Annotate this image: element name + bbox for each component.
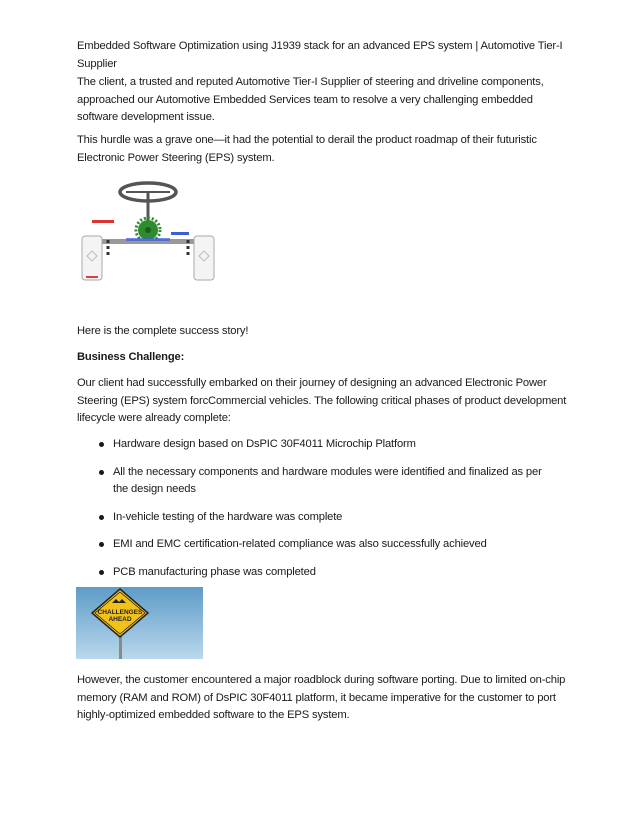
- list-item: Hardware design based on DsPIC 30F4011 Microchip Platform: [77, 436, 557, 454]
- success-story-line: Here is the complete success story!: [77, 325, 249, 337]
- list-item: PCB manufacturing phase was completed: [77, 564, 557, 582]
- sign-text-line1: CHALLENGES: [97, 609, 143, 616]
- list-item: In-vehicle testing of the hardware was complete: [77, 509, 557, 527]
- roadblock-paragraph: However, the customer encountered a major roadblock during software porting. Due to limited on-chip memory (RAM and ROM) of DsPIC 30F4011 platform, it became imperative for the customer to port highly-optimized embedded software to the EPS system.: [77, 674, 566, 721]
- intro-paragraph-2: This hurdle was a grave one—it had the potential to derail the product roadmap of their futuristic Electronic Power Steering (EPS) system.: [77, 134, 537, 164]
- bullet-icon: [99, 570, 104, 575]
- challenges-ahead-sign-image: [76, 587, 203, 659]
- list-item: EMI and EMC certification-related compliance was also successfully achieved: [77, 536, 557, 554]
- bullet-icon: [99, 470, 104, 475]
- eps-system-figure: [78, 178, 218, 286]
- list-item: All the necessary components and hardware modules were identified and finalized as per the design needs: [77, 464, 557, 499]
- document-title: Embedded Software Optimization using J1939 stack for an advanced EPS system | Automotive Tier-I Supplier: [77, 40, 563, 70]
- intro-paragraph-1: The client, a trusted and reputed Automotive Tier-I Supplier of steering and driveline components, approached our Automotive Embedded Services team to resolve a very challenging embedded software development issue.: [77, 76, 544, 123]
- bullet-icon: [99, 515, 104, 520]
- bullet-icon: [99, 542, 104, 547]
- bullet-icon: [99, 442, 104, 447]
- sign-text-line2: AHEAD: [108, 616, 132, 623]
- business-challenge-heading: Business Challenge:: [77, 351, 185, 363]
- phase-list: [77, 436, 557, 591]
- challenge-paragraph: Our client had successfully embarked on their journey of designing an advanced Electronic Power Steering (EPS) system forcCommercial vehicles. The following critical phases of product development lifecycle were already complete:: [77, 377, 567, 424]
